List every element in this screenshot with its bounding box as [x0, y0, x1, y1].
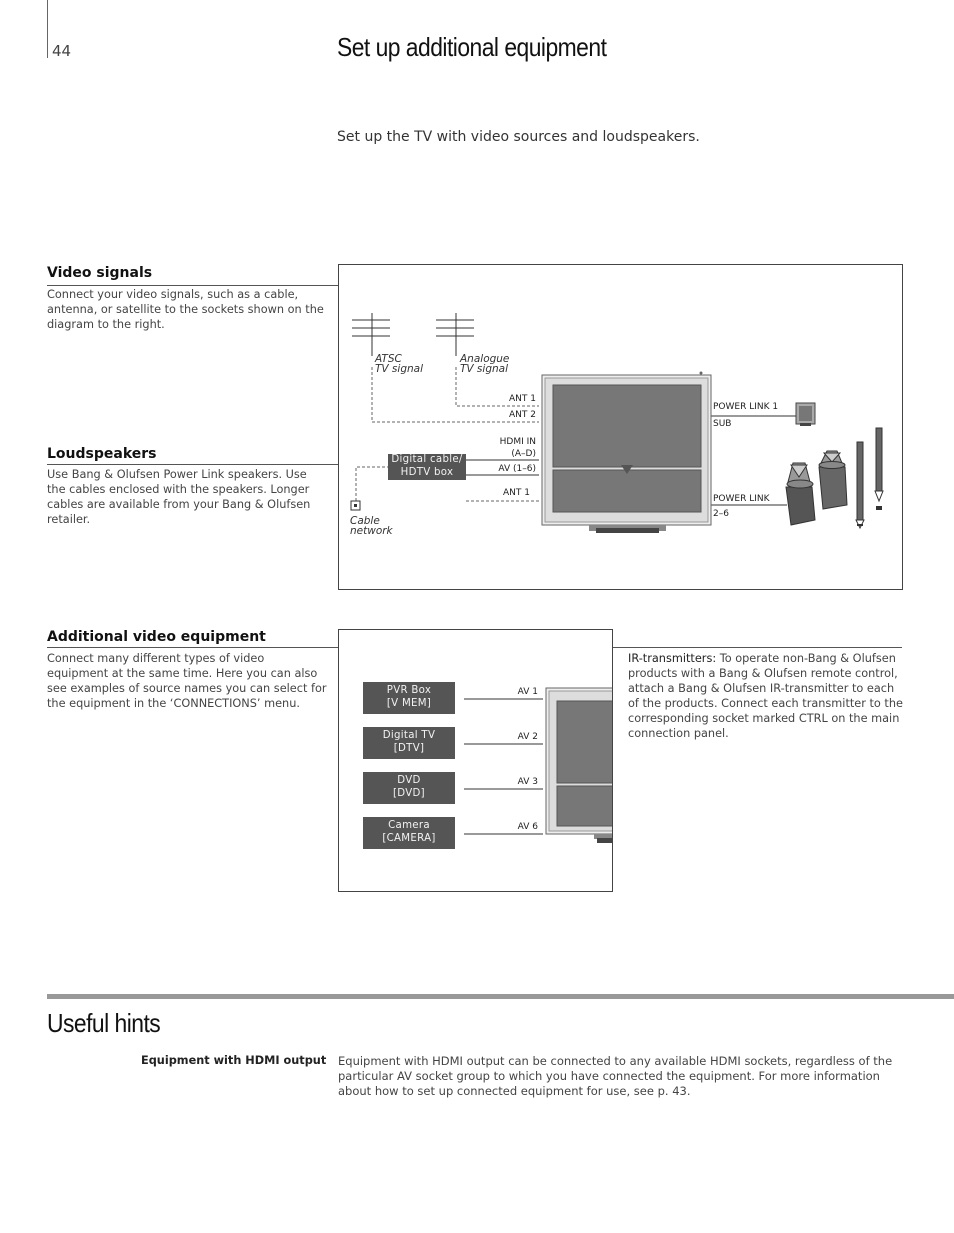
speaker-3-icon: [856, 442, 864, 528]
source-dvd: [363, 772, 455, 804]
analogue-antenna-icon: [436, 313, 474, 356]
av2-label: AV 2: [517, 732, 538, 742]
connection-diagram: [338, 264, 903, 590]
source-pvr-box: [363, 682, 455, 714]
tv-partial-icon: [546, 688, 613, 843]
speaker-1-icon: [786, 463, 815, 525]
video-signals-rule: [47, 285, 338, 286]
source-dtv-line1: Digital TV: [382, 730, 436, 741]
margin-rule: [47, 0, 48, 58]
sources-diagram-graphics: [339, 630, 613, 892]
digital-cable-box-line1: Digital cable/: [391, 454, 463, 465]
hdmi-in-line2: (A–D): [511, 449, 536, 459]
power-link-label: POWER LINK: [713, 494, 770, 504]
cable-network-label: [350, 516, 393, 536]
sub-label: SUB: [713, 419, 732, 429]
atsc-label-line2: TV signal: [375, 363, 423, 375]
av1-label: AV 1: [517, 687, 538, 697]
digital-cable-box-line2: HDTV box: [400, 466, 454, 478]
subwoofer-icon: [796, 403, 815, 426]
power-link-range-label: 2–6: [713, 509, 729, 519]
source-camera: [363, 817, 455, 849]
av-label: AV (1–6): [498, 464, 536, 474]
analogue-label: [460, 354, 509, 374]
ir-transmitters-text: [628, 651, 903, 741]
loudspeakers-heading: Loudspeakers: [47, 446, 157, 462]
power-link-1-label: POWER LINK 1: [713, 402, 779, 412]
source-pvr-line1: PVR Box: [386, 685, 432, 696]
tv-icon: [542, 372, 711, 534]
cable-network-line1: Cable: [350, 515, 380, 527]
source-camera-line2: [CAMERA]: [382, 832, 436, 844]
ir-transmitters-label: IR-transmitters:: [628, 652, 717, 665]
loudspeakers-text: Use Bang & Olufsen Power Link speakers. Use the cables enclosed with the speakers. Longer cables are available from your Bang & Olufsen retailer.: [47, 468, 311, 526]
ant1-lower-label: ANT 1: [503, 488, 530, 498]
source-dtv-line2: [DTV]: [393, 742, 425, 754]
connection-diagram-graphics: [339, 265, 904, 591]
cable-network-line2: network: [350, 525, 393, 537]
sources-diagram: [338, 629, 613, 892]
source-pvr-line2: [V MEM]: [386, 697, 432, 709]
atsc-label: [375, 354, 423, 374]
av6-label: AV 6: [517, 822, 538, 832]
speaker-4-icon: [875, 428, 883, 510]
analogue-label-line2: TV signal: [460, 363, 508, 375]
ir-transmitters-body: To operate non-Bang & Olufsen products with a Bang & Olufsen remote control, attach a Bang & Olufsen IR-transmitter to each of the products. Connect each transmitter to the corresponding socket marked CTRL on the main connection panel.: [628, 652, 903, 740]
additional-video-heading: Additional video equipment: [47, 629, 266, 645]
page-title: Set up additional equipment: [337, 32, 607, 62]
av3-label: AV 3: [517, 777, 538, 787]
hdmi-in-line1: HDMI IN: [499, 437, 536, 447]
source-dvd-line1: DVD: [397, 775, 421, 786]
analogue-label-line1: Analogue: [460, 353, 510, 365]
video-signals-text: Connect your video signals, such as a cable, antenna, or satellite to the sockets shown on the diagram to the right.: [47, 288, 324, 331]
hint-heading: Equipment with HDMI output: [141, 1054, 327, 1067]
digital-cable-box: [388, 454, 466, 480]
page-number: 44: [52, 42, 72, 60]
hints-divider: [47, 994, 954, 999]
additional-video-text: Connect many different types of video equipment at the same time. Here you can also see examples of source names you can select for the equipment in the ‘CONNECTIONS’ menu.: [47, 652, 327, 710]
source-digital-tv: [363, 727, 455, 759]
hints-title: Useful hints: [47, 1008, 161, 1038]
source-dvd-line2: [DVD]: [393, 787, 425, 799]
video-signals-heading: Video signals: [47, 265, 153, 281]
hdmi-in-label: [500, 436, 536, 460]
speaker-2-icon: [819, 451, 847, 509]
atsc-antenna-icon: [352, 313, 390, 356]
ant1-label: ANT 1: [509, 394, 536, 404]
cable-network-line: [356, 467, 388, 501]
intro-text: Set up the TV with video sources and loudspeakers.: [337, 129, 700, 145]
loudspeakers-rule: [47, 464, 338, 465]
source-camera-line1: Camera: [388, 820, 430, 831]
atsc-label-line1: ATSC: [375, 353, 402, 365]
hint-text: Equipment with HDMI output can be connected to any available HDMI sockets, regardless of the particular AV socket group to which you have connected the equipment. For more information about how to set up connected equipment for use, see p. 43.: [338, 1054, 893, 1098]
ant2-label: ANT 2: [509, 410, 536, 420]
